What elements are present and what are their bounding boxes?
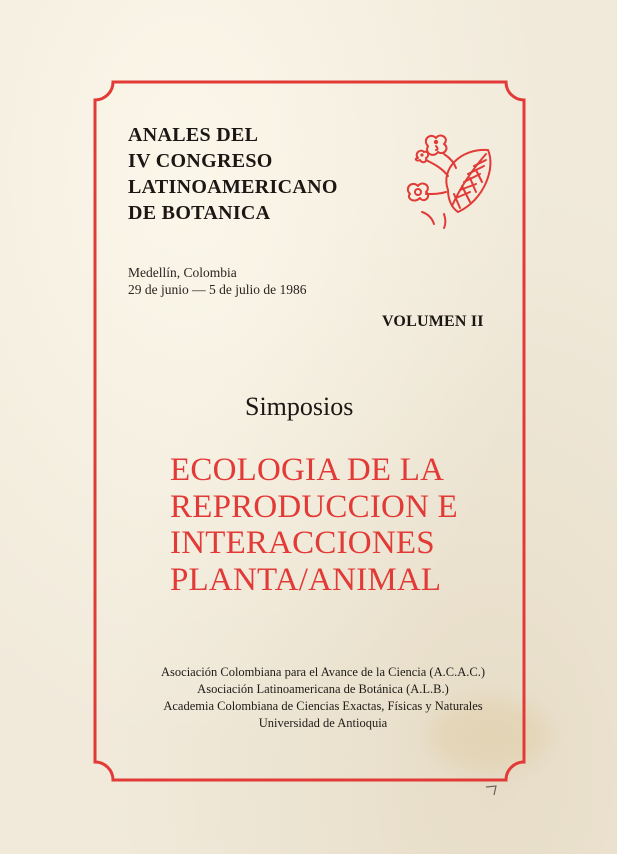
congress-title [128,122,338,226]
venue-and-dates [128,264,306,298]
volume-label: VOLUMEN II [382,313,484,330]
symposium-title-line: REPRODUCCION E [170,488,458,525]
title-line: DE BOTANICA [128,202,271,224]
symposium-title-line: PLANTA/ANIMAL [170,561,442,598]
title-line: LATINOAMERICANO [128,176,338,198]
botanical-emblem-icon [400,128,510,238]
organization-name: Academia Colombiana de Ciencias Exactas, Físicas y Naturales [163,699,483,713]
organization-name: Universidad de Antioquia [258,716,388,730]
symposium-title [170,452,458,598]
title-line: ANALES DEL [128,124,259,146]
organizations-list [108,664,538,732]
venue-text: Medellín, Colombia [128,265,237,280]
section-heading: Simposios [245,392,354,421]
pencil-mark-icon [484,784,500,796]
title-line: IV CONGRESO [128,150,273,172]
organization-name: Asociación Colombiana para el Avance de la Ciencia (A.C.A.C.) [161,665,485,679]
organization-name: Asociación Latinoamericana de Botánica (A.L.B.) [197,682,449,696]
symposium-title-line: ECOLOGIA DE LA [170,452,445,488]
symposium-title-line: INTERACCIONES [170,525,435,561]
dates-text: 29 de junio — 5 de julio de 1986 [128,282,307,297]
